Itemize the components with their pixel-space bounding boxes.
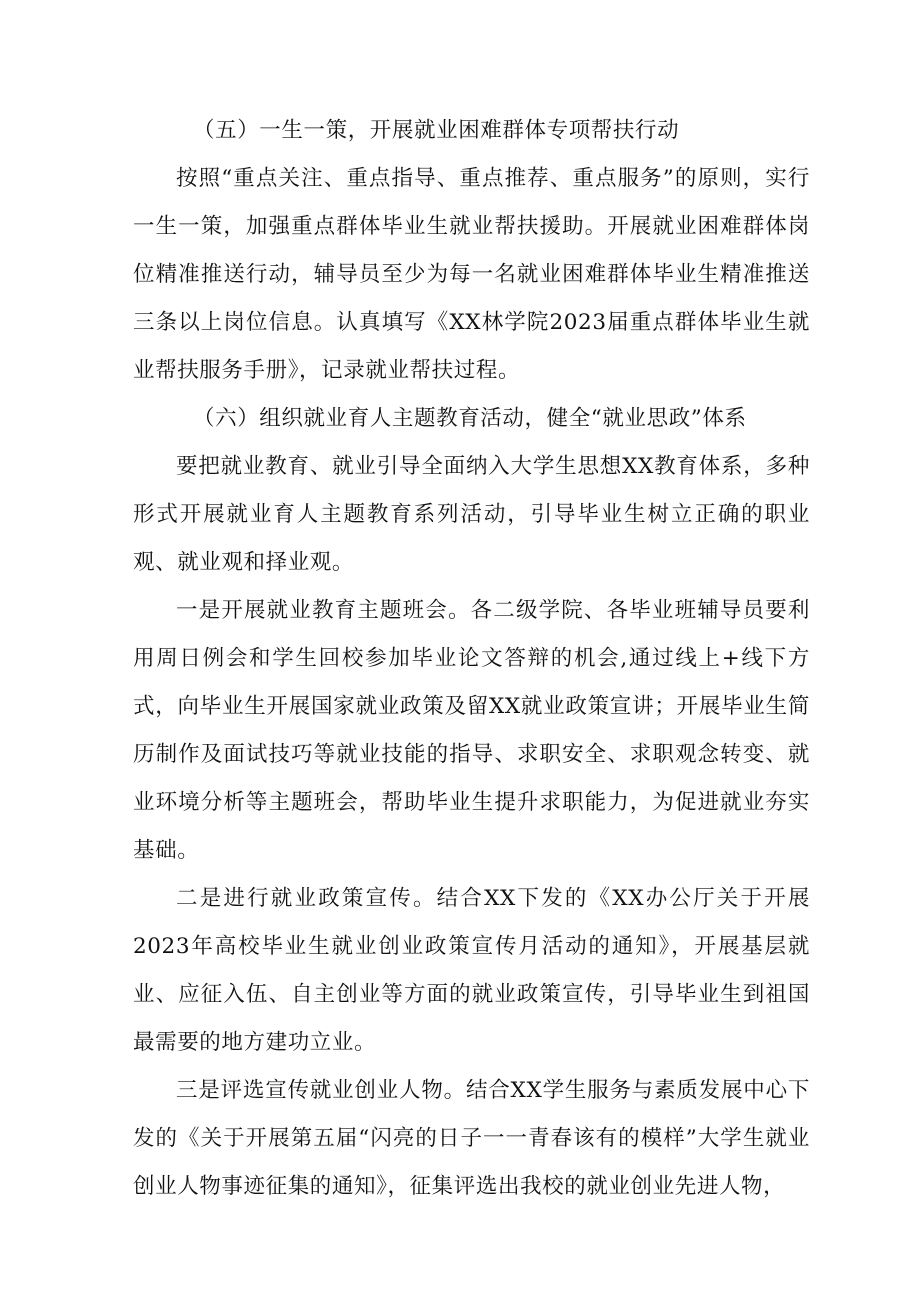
- paragraph-key-groups-support: 按照“重点关注、重点指导、重点推荐、重点服务”的原则，实行一生一策，加强重点群体毕业生就业帮扶援助。开展就业困难群体岗位精准推送行动，辅导员至少为每一名就业困难群体毕业生精准推送三条以上岗位信息。认真填写《XX林学院2023届重点群体毕业生就业帮扶服务手册》，记录就业帮扶过程。: [133, 166, 810, 383]
- paragraph-policy-promotion: 二是进行就业政策宣传。结合XX下发的《XX办公厅关于开展2023年高校毕业生就业创业政策宣传月活动的通知》，开展基层就业、应征入伍、自主创业等方面的就业政策宣传，引导毕业生到祖国最需要的地方建功立业。: [133, 886, 810, 1055]
- section-heading-five: （五）一生一策，开展就业困难群体专项帮扶行动: [193, 118, 680, 143]
- section-heading-six: （六）组织就业育人主题教育活动，健全“就业思政”体系: [193, 406, 747, 431]
- paragraph-theme-class-meeting: 一是开展就业教育主题班会。各二级学院、各毕业班辅导员要利用周日例会和学生回校参加毕业论文答辩的机会,通过线上+线下方式，向毕业生开展国家就业政策及留XX就业政策宣讲；开展毕业生简历制作及面试技巧等就业技能的指导、求职安全、求职观念转变、就业环境分析等主题班会，帮助毕业生提升求职能力，为促进就业夯实基础。: [133, 598, 810, 863]
- paragraph-entrepreneur-figures: 三是评选宣传就业创业人物。结合XX学生服务与素质发展中心下发的《关于开展第五届“闪亮的日子一一青春该有的模样”大学生就业创业人物事迹征集的通知》，征集评选出我校的就业创业先进人物，: [133, 1078, 810, 1199]
- document-body: [133, 107, 810, 1211]
- paragraph-employment-education: 要把就业教育、就业引导全面纳入大学生思想XX教育体系，多种形式开展就业育人主题教育系列活动，引导毕业生树立正确的职业观、就业观和择业观。: [133, 454, 810, 575]
